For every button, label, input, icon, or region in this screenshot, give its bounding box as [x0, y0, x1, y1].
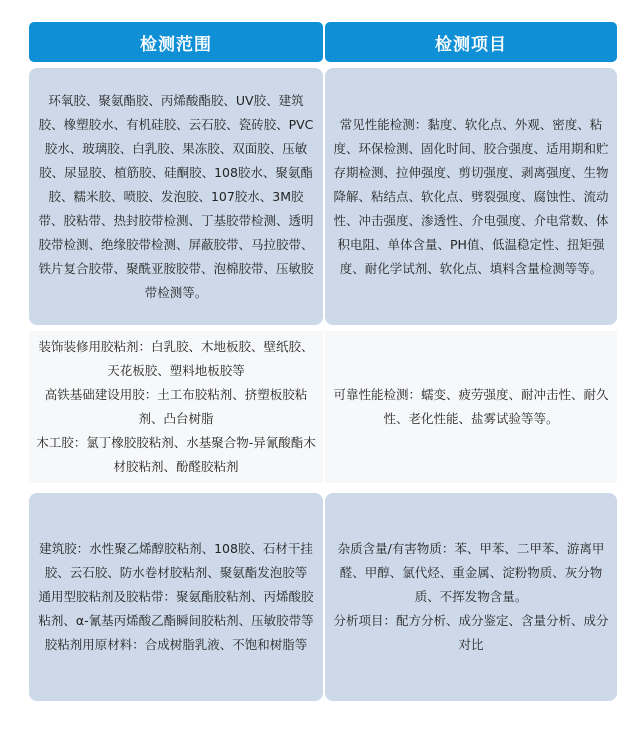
row1-scope-text: 环氧胶、聚氨酯胶、丙烯酸酯胶、UV胶、建筑胶、橡塑胶水、有机硅胶、云石胶、瓷砖胶、PVC胶水、玻璃胶、白乳胶、果冻胶、双面胶、压敏胶、尿显胶、植筋胶、硅酮胶、108胶水、聚氨酯胶、糯米胶、喷胶、发泡胶、107胶水、3M胶带、胶粘带、热封胶带检测、丁基胶带检测、透明胶带检测、绝缘胶带检测、屏蔽胶带、马拉胶带、铁片复合胶带、聚酰亚胺胶带、泡棉胶带、压敏胶带检测等。 — [38, 92, 314, 300]
row2-scope-text-2: 高铁基础建设用胶：土工布胶粘剂、挤塑板胶粘剂、凸台树脂 — [44, 387, 308, 426]
header-scope: 检测范围 — [29, 22, 323, 62]
header-items: 检测项目 — [325, 22, 617, 62]
row3-items-text-2: 分析项目：配方分析、成分鉴定、含量分析、成分对比 — [333, 613, 609, 652]
row3-items-text-1: 杂质含量/有害物质：苯、甲苯、二甲苯、游离甲醛、甲醇、氯代烃、重金属、淀粉物质、灰分物质、不挥发物含量。 — [337, 541, 605, 604]
row3-scope-text-3: 胶粘剂用原材料：合成树脂乳液、不饱和树脂等 — [44, 637, 308, 652]
testing-table — [29, 22, 617, 701]
row3-scope-cell — [29, 493, 323, 701]
row2-items-text: 可靠性能检测：蠕变、疲劳强度、耐冲击性、耐久性、老化性能、盐雾试验等等。 — [333, 387, 609, 426]
row2-items-cell — [325, 331, 617, 483]
row3-scope-text-1: 建筑胶：水性聚乙烯醇胶粘剂、108胶、石材干挂胶、云石胶、防水卷材胶粘剂、聚氨酯发泡胶等 — [39, 541, 313, 580]
row2-scope-text-1: 装饰装修用胶粘剂：白乳胶、木地板胶、壁纸胶、天花板胶、塑料地板胶等 — [38, 339, 314, 378]
row3-items-cell — [325, 493, 617, 701]
row3-scope-text-2: 通用型胶粘剂及胶粘带：聚氨酯胶粘剂、丙烯酸胶粘剂、α-氰基丙烯酸乙酯瞬间胶粘剂、压敏胶带等 — [38, 589, 314, 628]
row2-scope-text-3: 木工胶：氯丁橡胶胶粘剂、水基聚合物-异氰酸酯木材胶粘剂、酚醛胶粘剂 — [36, 435, 316, 474]
row2-scope-cell — [29, 331, 323, 483]
row1-items-cell — [325, 68, 617, 325]
row1-items-text: 常见性能检测：黏度、软化点、外观、密度、粘度、环保检测、固化时间、胶合强度、适用期和贮存期检测、拉伸强度、剪切强度、剥离强度、生物降解、粘结点、软化点、劈裂强度、腐蚀性、流动性、冲击强度、渗透性、介电强度、介电常数、体积电阻、单体含量、PH值、低温稳定性、扭矩强度、耐化学试剂、软化点、填料含量检测等等。 — [333, 116, 609, 276]
row1-scope-cell — [29, 68, 323, 325]
